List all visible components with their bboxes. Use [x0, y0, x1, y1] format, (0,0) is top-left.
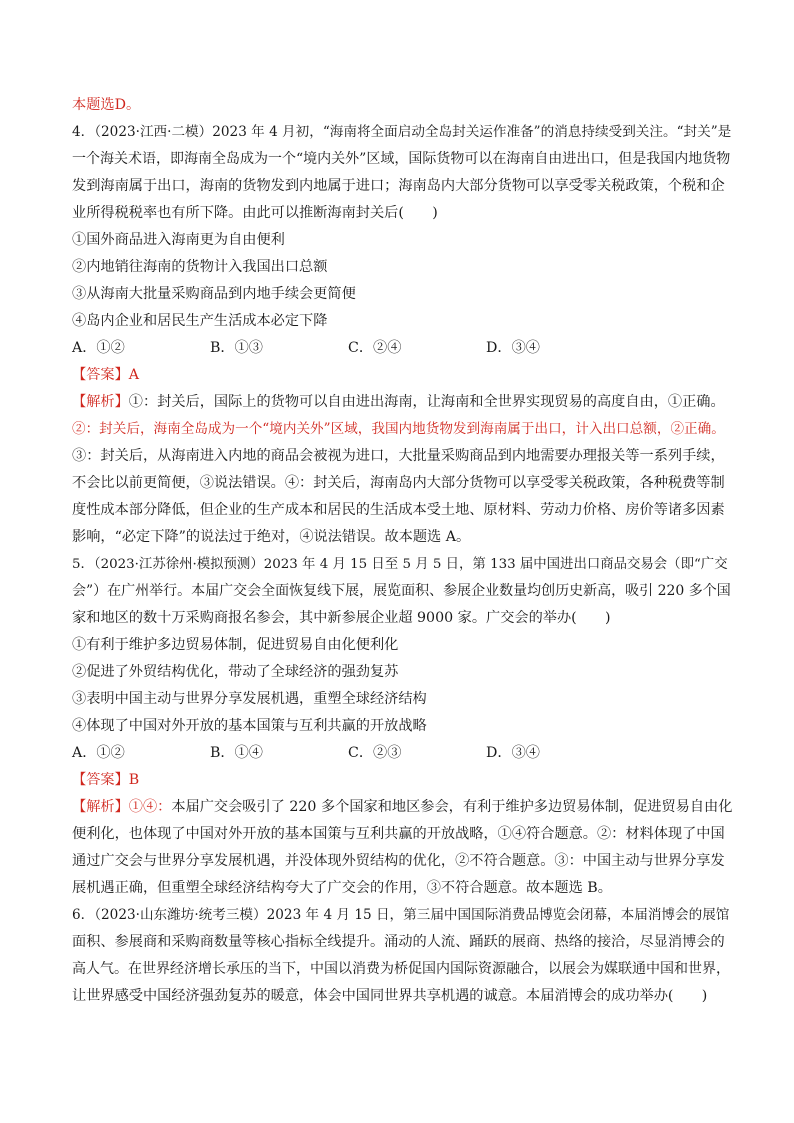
question-content — [72, 92, 732, 1010]
question-stem-line: 一个海关术语，即海南全岛成为一个“境内关外”区域，国际货物可以在海南自由进出口，但是我国内地货物 — [72, 151, 731, 167]
analysis-text-highlight: ①④： — [128, 799, 172, 815]
analysis-line: 度性成本部分降低，但企业的生产成本和居民的生活成本受土地、原材料、劳动力价格、房价等诸多因素 — [72, 502, 725, 518]
analysis-line: 影响，“必定下降”的说法过于绝对，④说法错误。故本题选 A。 — [72, 529, 471, 545]
question-stem-line: 4．（2023·江西·二模）2023 年 4 月初，“海南将全面启动全岛封关运作准备”的消息持续受到关注。“封关”是 — [72, 124, 732, 140]
analysis-label: 【解析】 — [72, 394, 129, 410]
statement-option: ③表明中国主动与世界分享发展机遇，重塑全球经济结构 — [72, 691, 427, 707]
choice-d: D．③④ — [486, 745, 540, 761]
statement-option: ①有利于维护多边贸易体制，促进贸易自由化便利化 — [72, 637, 399, 653]
question-stem-line: 业所得税税率也有所下降。由此可以推断海南封关后( ) — [72, 205, 438, 221]
answer-label: 【答案】 — [72, 367, 129, 383]
analysis-text: ②：封关后，海南全岛成为一个“境内关外”区域，我国内地货物发到海南属于出口，计入出口总额， — [72, 421, 671, 437]
answer-choices — [72, 335, 732, 362]
choice-a: A．①② — [72, 340, 125, 356]
answer-label: 【答案】 — [72, 772, 129, 788]
answer-value: B — [128, 772, 140, 788]
answer-line — [72, 767, 732, 794]
previous-answer-note: 本题选D。 — [72, 97, 141, 113]
question-stem-line: 高人气。在世界经济增长承压的当下，中国以消费为桥促国内国际资源融合，以展会为媒联通中国和世界， — [72, 961, 730, 977]
choice-a: A．①② — [72, 745, 125, 761]
analysis-text: 本届广交会吸引了 220 多个国家和地区参会，有利于维护多边贸易体制，促进贸易自由化 — [171, 799, 733, 815]
question-5 — [72, 551, 732, 902]
question-stem-line: 家和地区的数十万采购商报名参会，其中新参展企业超 9000 家。广交会的举办( ) — [72, 610, 611, 626]
analysis-line: 便利化，也体现了中国对外开放的基本国策与互利共赢的开放战略，①④符合题意。②：材料体现了中国 — [72, 826, 725, 842]
statement-option: ④岛内企业和居民生产生活成本必定下降 — [72, 313, 328, 329]
choice-c: C．②③ — [348, 745, 402, 761]
choice-b: B．①④ — [210, 745, 263, 761]
analysis-line: ③：封关后，从海南进入内地的商品会被视为进口，大批量采购商品到内地需要办理报关等一系列手续， — [72, 448, 725, 464]
choice-c: C．②④ — [348, 340, 402, 356]
analysis-label: 【解析】 — [72, 799, 129, 815]
choice-d: D．③④ — [486, 340, 540, 356]
answer-value: A — [128, 367, 140, 383]
analysis-line — [72, 794, 732, 821]
analysis-line — [72, 416, 732, 443]
statement-option: ①国外商品进入海南更为自由便利 — [72, 232, 285, 248]
answer-line — [72, 362, 732, 389]
statement-option: ②促进了外贸结构优化，带动了全球经济的强劲复苏 — [72, 664, 399, 680]
question-stem-line: 让世界感受中国经济强劲复苏的暖意，体会中国同世界共享机遇的诚意。本届消博会的成功举办( ) — [72, 988, 708, 1004]
statement-option: ③从海南大批量采购商品到内地手续会更简便 — [72, 286, 356, 302]
analysis-text-highlight: ②正确。 — [670, 421, 725, 437]
question-stem-line: 6．（2023·山东潍坊·统考三模）2023 年 4 月 15 日，第三届中国国际消费品博览会闭幕，本届消博会的展馆 — [72, 907, 730, 923]
question-stem-line: 发到海南属于出口，海南的货物发到内地属于进口；海南岛内大部分货物可以享受零关税政策，个税和企 — [72, 178, 725, 194]
question-4 — [72, 119, 732, 551]
analysis-line: 不会比以前更简便，③说法错误。④：封关后，海南岛内大部分货物可以享受零关税政策，各种税费等制 — [72, 475, 725, 491]
analysis-line — [72, 389, 732, 416]
question-stem-line: 会”）在广州举行。本届广交会全面恢复线下展，展览面积、参展企业数量均创历史新高，吸引 220 多个国 — [72, 583, 731, 599]
analysis-line: 通过广交会与世界分享发展机遇，并没体现外贸结构的优化，②不符合题意。③：中国主动与世界分享发 — [72, 853, 725, 869]
choice-b: B．①③ — [210, 340, 263, 356]
question-6 — [72, 902, 732, 1010]
question-stem-line: 面积、参展商和采购商数量等核心指标全线提升。涌动的人流、踊跃的展商、热络的接洽，尽显消博会的 — [72, 934, 725, 950]
question-stem-line: 5．（2023·江苏徐州·模拟预测）2023 年 4 月 15 日至 5 月 5 日，第 133 届中国进出口商品交易会（即“广交 — [72, 557, 728, 572]
answer-choices — [72, 740, 732, 767]
analysis-line: 展机遇正确，但重塑全球经济结构夸大了广交会的作用，③不符合题意。故本题选 B。 — [72, 880, 612, 896]
statement-option: ②内地销往海南的货物计入我国出口总额 — [72, 259, 328, 275]
statement-option: ④体现了中国对外开放的基本国策与互利共赢的开放战略 — [72, 718, 427, 734]
analysis-text: ①：封关后，国际上的货物可以自由进出海南，让海南和全世界实现贸易的高度自由，①正确。 — [128, 394, 725, 410]
